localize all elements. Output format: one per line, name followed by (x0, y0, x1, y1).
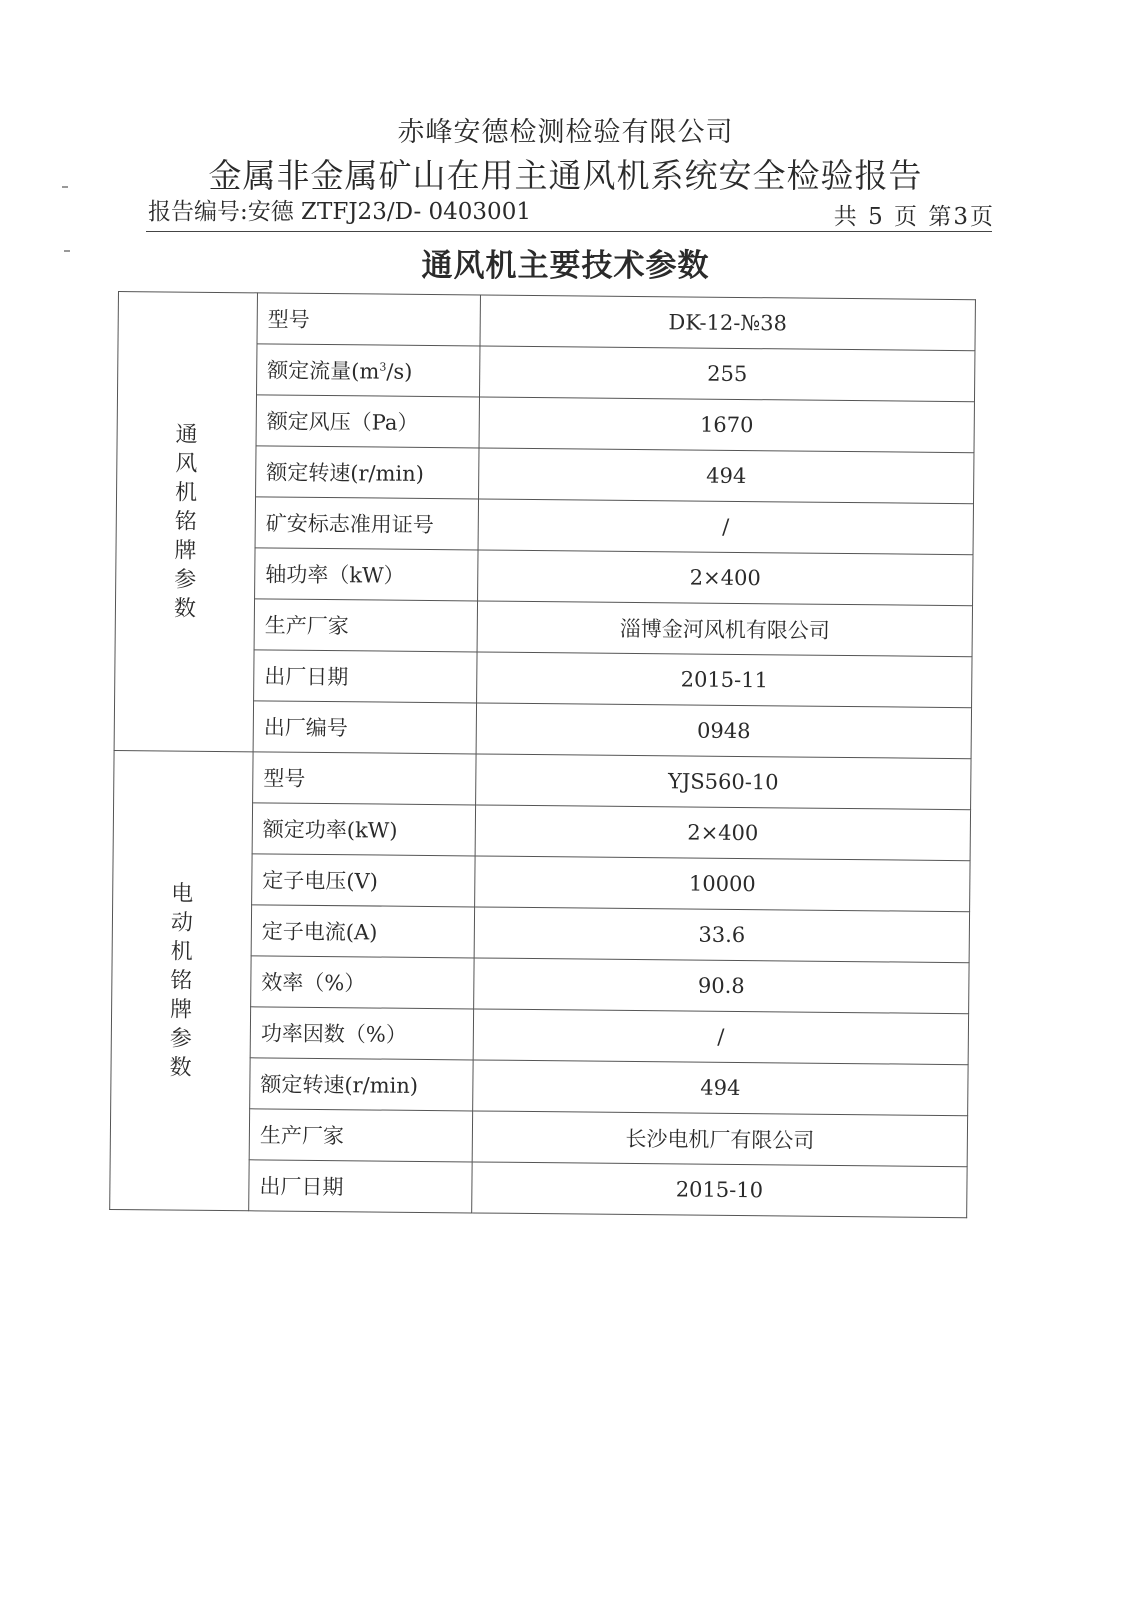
param-label: 轴功率（kW） (255, 548, 478, 601)
motor-group-cell (110, 750, 253, 1210)
param-label: 额定转速(r/min) (250, 1058, 473, 1111)
report-number: 报告编号:安德 ZTFJ23/D- 0403001 (148, 199, 531, 225)
param-value: 淄博金河风机有限公司 (477, 601, 972, 657)
param-label: 效率（%） (251, 956, 474, 1009)
table-row (118, 292, 975, 351)
param-label: 定子电流(A) (251, 905, 474, 958)
param-value: DK-12-№38 (480, 295, 975, 351)
company-name: 赤峰安德检测检验有限公司 (397, 117, 734, 148)
param-value: / (473, 1009, 968, 1065)
param-value: 0948 (476, 703, 971, 759)
param-label: 功率因数（%） (250, 1007, 473, 1060)
report-title: 金属非金属矿山在用主通风机系统安全检验报告 (208, 156, 923, 195)
table-row (114, 750, 971, 809)
fan-group-cell (114, 292, 257, 752)
param-value: 1670 (479, 397, 974, 453)
param-value: 2015-10 (472, 1162, 967, 1218)
param-value: 33.6 (474, 907, 969, 963)
param-label: 额定流量$(m^3/s)$ (257, 344, 480, 397)
param-label: 出厂日期 (254, 650, 477, 703)
param-label: 出厂日期 (249, 1160, 472, 1213)
param-value: 10000 (475, 856, 970, 912)
param-value: 2015-11 (477, 652, 972, 708)
param-value: 255 (479, 346, 974, 402)
param-label: 额定功率(kW) (252, 803, 475, 856)
param-value: 494 (473, 1060, 968, 1116)
param-label: 矿安标志准用证号 (255, 497, 478, 550)
param-value: YJS560-10 (476, 754, 971, 810)
motor-group-label: 电动机铭牌参数 (169, 881, 194, 1081)
parameters-table (109, 291, 976, 1218)
param-label: 型号 (253, 752, 476, 805)
param-label: 生产厂家 (254, 599, 477, 652)
param-label: 额定风压（Pa） (256, 395, 479, 448)
fan-group-label: 通风机铭牌参数 (173, 422, 198, 622)
param-value: 2×400 (475, 805, 970, 861)
param-value: / (478, 499, 973, 555)
param-label: 型号 (257, 293, 480, 346)
param-label: 定子电压(V) (252, 854, 475, 907)
param-label: 额定转速(r/min) (256, 446, 479, 499)
param-value: 90.8 (474, 958, 969, 1014)
param-value: 494 (479, 448, 974, 504)
scan-speck (64, 250, 70, 252)
param-label: 生产厂家 (249, 1109, 472, 1162)
scan-speck (62, 186, 68, 188)
param-label: 出厂编号 (253, 701, 476, 754)
header-rule (146, 231, 992, 232)
section-title: 通风机主要技术参数 (421, 248, 710, 284)
param-value: 2×400 (478, 550, 973, 606)
page-info: 共 5 页 第3页 (833, 204, 995, 230)
param-value: 长沙电机厂有限公司 (472, 1111, 967, 1167)
